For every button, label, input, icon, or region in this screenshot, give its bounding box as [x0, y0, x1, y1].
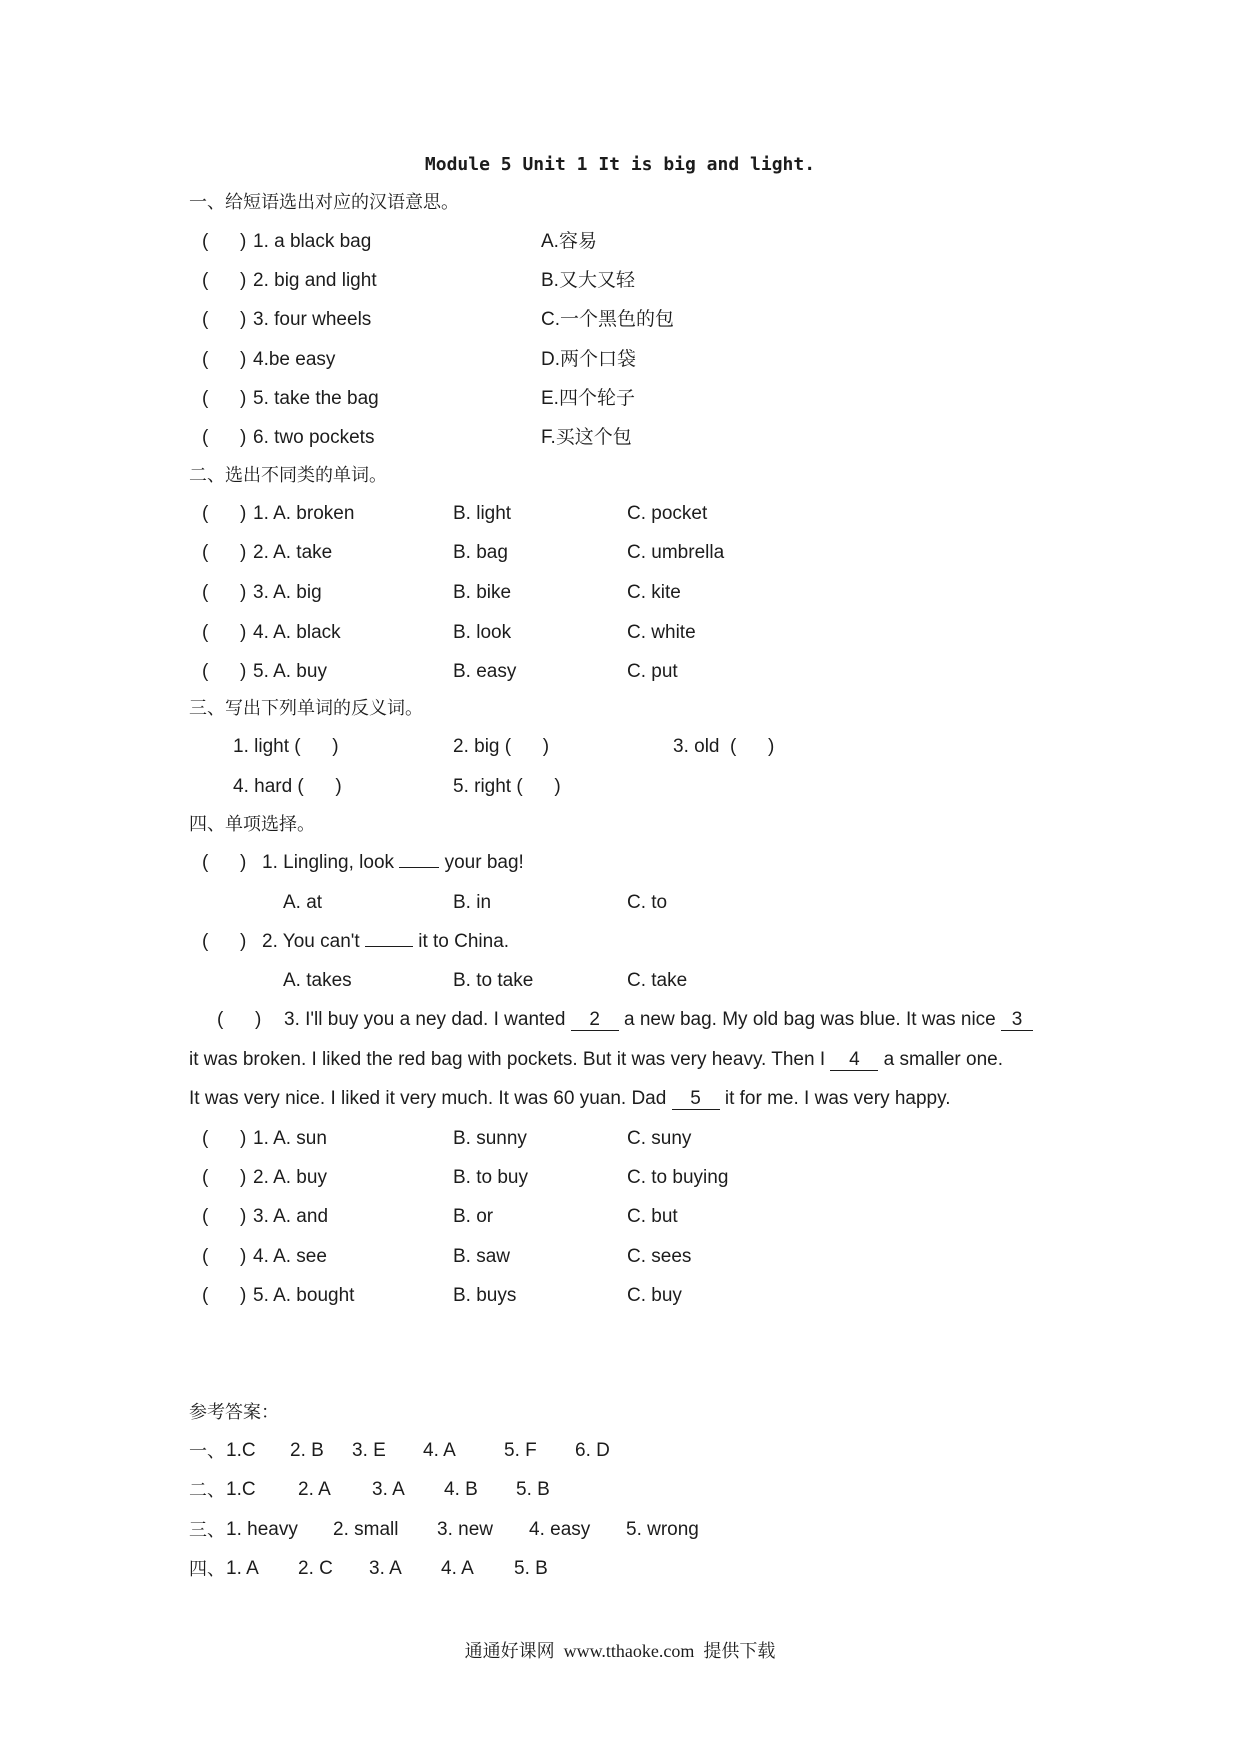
numbered-blank: 5	[672, 1089, 720, 1110]
answer-item: 1. heavy	[226, 1519, 298, 1540]
numbered-blank: 3	[1001, 1010, 1033, 1031]
choice-c: C. suny	[627, 1128, 692, 1149]
answer-bracket: ( )	[202, 503, 247, 524]
answer-bracket: ( )	[202, 852, 247, 873]
choice-c: C. buy	[627, 1285, 682, 1306]
phrase-item: 6. two pockets	[253, 427, 375, 448]
choice-c: C. to	[627, 892, 668, 913]
answer-row-prefix: 三、	[189, 1520, 225, 1540]
antonym-item: 1. light ( )	[233, 736, 339, 757]
question-text: 1. Lingling, look	[262, 852, 400, 873]
answer-row-prefix: 四、	[189, 1559, 225, 1579]
passage-text: 3. I'll buy you a ney dad. I wanted	[284, 1009, 571, 1030]
question-text: it to China.	[412, 931, 510, 952]
phrase-item: 2. big and light	[253, 270, 377, 291]
numbered-blank: 4	[830, 1050, 878, 1071]
choice-a: A. takes	[283, 970, 352, 991]
passage-text: a smaller one.	[878, 1049, 1004, 1070]
choice-b: B. easy	[453, 661, 517, 682]
meaning-option: D.两个口袋	[541, 349, 637, 370]
answer-item: 4. B	[444, 1479, 478, 1500]
answer-item: 1.C	[226, 1479, 256, 1500]
choice-b: B. buys	[453, 1285, 517, 1306]
answer-item: 3. E	[352, 1440, 386, 1461]
meaning-option: A.容易	[541, 231, 597, 252]
choice-a: 1. A. sun	[253, 1128, 327, 1149]
section1-heading: 一、给短语选出对应的汉语意思。	[189, 192, 459, 212]
answer-item: 6. D	[575, 1440, 610, 1461]
answer-bracket: ( )	[202, 309, 247, 330]
answer-item: 5. B	[514, 1558, 548, 1579]
choice-c: C. white	[627, 622, 696, 643]
fill-blank	[399, 867, 439, 868]
answer-item: 4. easy	[529, 1519, 591, 1540]
passage-line	[189, 1049, 1003, 1071]
section4-heading: 四、单项选择。	[189, 814, 315, 834]
answer-item: 2. C	[298, 1558, 333, 1579]
choice-b: B. bag	[453, 542, 508, 563]
passage-text: It was very nice. I liked it very much. It was 60 yuan. Dad	[189, 1088, 672, 1109]
choice-b: B. or	[453, 1206, 494, 1227]
antonym-item: 2. big ( )	[453, 736, 550, 757]
page-title: Module 5 Unit 1 It is big and light.	[424, 154, 816, 175]
answer-bracket: ( )	[202, 349, 247, 370]
choice-b: B. bike	[453, 582, 512, 603]
fill-blank	[365, 946, 413, 947]
answer-bracket: ( )	[202, 582, 247, 603]
passage-text: it for me. I was very happy.	[719, 1088, 951, 1109]
phrase-item: 1. a black bag	[253, 231, 372, 252]
choice-a: 2. A. take	[253, 542, 333, 563]
answer-bracket: ( )	[202, 1167, 247, 1188]
answer-item: 3. A	[372, 1479, 405, 1500]
answer-item: 5. F	[504, 1440, 537, 1461]
answer-bracket: ( )	[202, 542, 247, 563]
passage-text: a new bag. My old bag was blue. It was nice	[618, 1009, 1002, 1030]
choice-c: C. put	[627, 661, 678, 682]
answer-item: 2. small	[333, 1519, 399, 1540]
answer-bracket: ( )	[202, 427, 247, 448]
choice-c: C. sees	[627, 1246, 692, 1267]
answer-bracket: ( )	[202, 388, 247, 409]
choice-a: 4. A. see	[253, 1246, 327, 1267]
choice-a: 3. A. big	[253, 582, 322, 603]
answer-bracket: ( )	[202, 1206, 247, 1227]
choice-a: 4. A. black	[253, 622, 341, 643]
choice-c: C. pocket	[627, 503, 708, 524]
answer-bracket: ( )	[202, 1285, 247, 1306]
answer-item: 1.C	[226, 1440, 256, 1461]
choice-b: B. look	[453, 622, 512, 643]
choice-b: B. to buy	[453, 1167, 528, 1188]
answer-bracket: ( )	[217, 1009, 262, 1030]
antonym-item: 4. hard ( )	[233, 776, 342, 797]
choice-b: B. sunny	[453, 1128, 527, 1149]
answer-bracket: ( )	[202, 661, 247, 682]
answer-bracket: ( )	[202, 1128, 247, 1149]
antonym-item: 3. old ( )	[673, 736, 775, 757]
answer-item: 4. A	[423, 1440, 456, 1461]
choice-a: 1. A. broken	[253, 503, 355, 524]
answer-item: 5. B	[516, 1479, 550, 1500]
passage-line	[189, 1088, 951, 1110]
section3-heading: 三、写出下列单词的反义词。	[189, 698, 423, 718]
question-1	[262, 852, 524, 874]
answer-key-heading: 参考答案：	[189, 1402, 279, 1422]
answer-item: 1. A	[226, 1558, 259, 1579]
choice-a: A. at	[283, 892, 323, 913]
meaning-option: E.四个轮子	[541, 388, 635, 409]
choice-b: B. to take	[453, 970, 534, 991]
passage-line	[284, 1009, 1033, 1031]
question-text: 2. You can't	[262, 931, 365, 952]
answer-bracket: ( )	[202, 231, 247, 252]
footer-credit: 通通好课网 www.tthaoke.com 提供下载	[464, 1641, 776, 1661]
answer-row-prefix: 一、	[189, 1441, 225, 1461]
answer-item: 2. B	[290, 1440, 324, 1461]
choice-a: 3. A. and	[253, 1206, 329, 1227]
antonym-item: 5. right ( )	[453, 776, 561, 797]
choice-b: B. in	[453, 892, 492, 913]
choice-c: C. umbrella	[627, 542, 725, 563]
choice-c: C. to buying	[627, 1167, 729, 1188]
choice-a: 2. A. buy	[253, 1167, 327, 1188]
answer-row-prefix: 二、	[189, 1480, 225, 1500]
phrase-item: 3. four wheels	[253, 309, 372, 330]
answer-item: 5. wrong	[626, 1519, 699, 1540]
question-text: your bag!	[439, 852, 524, 873]
phrase-item: 5. take the bag	[253, 388, 379, 409]
choice-c: C. kite	[627, 582, 681, 603]
choice-b: B. light	[453, 503, 512, 524]
answer-bracket: ( )	[202, 1246, 247, 1267]
choice-a: 5. A. bought	[253, 1285, 355, 1306]
meaning-option: C.一个黑色的包	[541, 309, 675, 330]
answer-item: 3. new	[437, 1519, 493, 1540]
section2-heading: 二、选出不同类的单词。	[189, 465, 387, 485]
numbered-blank: 2	[571, 1010, 619, 1031]
question-2	[262, 931, 509, 953]
meaning-option: F.买这个包	[541, 427, 632, 448]
answer-bracket: ( )	[202, 622, 247, 643]
meaning-option: B.又大又轻	[541, 270, 635, 291]
choice-b: B. saw	[453, 1246, 511, 1267]
answer-item: 4. A	[441, 1558, 474, 1579]
answer-bracket: ( )	[202, 931, 247, 952]
answer-item: 2. A	[298, 1479, 331, 1500]
choice-a: 5. A. buy	[253, 661, 327, 682]
choice-c: C. take	[627, 970, 688, 991]
answer-item: 3. A	[369, 1558, 402, 1579]
answer-bracket: ( )	[202, 270, 247, 291]
choice-c: C. but	[627, 1206, 678, 1227]
phrase-item: 4.be easy	[253, 349, 336, 370]
passage-text: it was broken. I liked the red bag with pockets. But it was very heavy. Then I	[189, 1049, 831, 1070]
